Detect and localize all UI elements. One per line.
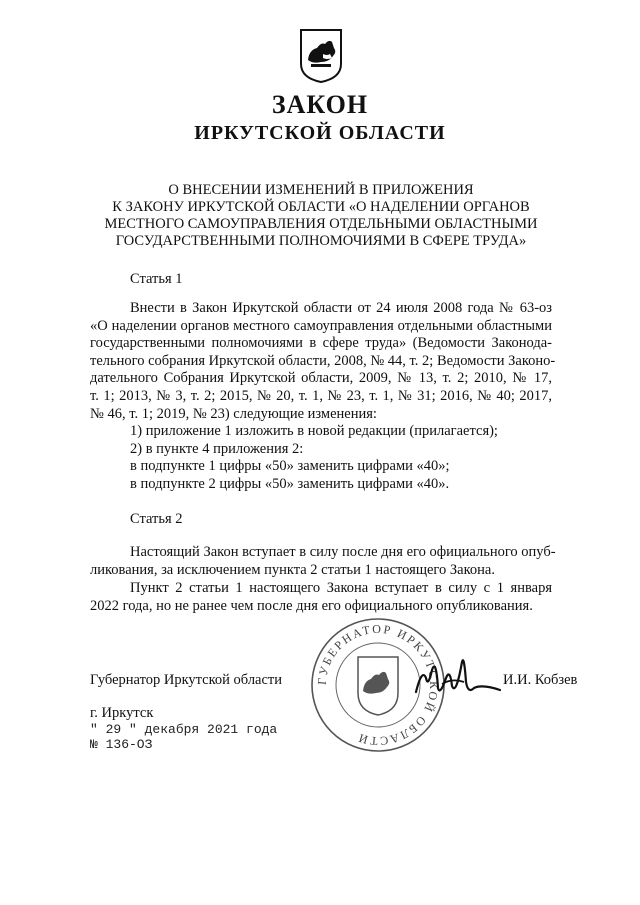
signing-date: " 29 " декабря 2021 года (90, 722, 278, 737)
seal-text: ГУБЕРНАТОР ИРКУТСКОЙ ОБЛАСТИ (314, 621, 442, 749)
article-2-paragraph-2: Пункт 2 статьи 1 настоящего Закона вступает в силу с 1 января 2022 года, но не ранее чем после дня его официального опубликования. (90, 580, 552, 614)
amendment-item: 1) приложение 1 изложить в новой редакции (прилагается); (130, 423, 498, 440)
amendment-item: в подпункте 2 цифры «50» заменить цифрами «40». (130, 475, 450, 492)
article-2-heading: Статья 2 (130, 511, 183, 527)
law-subtitle: О ВНЕСЕНИИ ИЗМЕНЕНИЙ В ПРИЛОЖЕНИЯ К ЗАКОНУ ИРКУТСКОЙ ОБЛАСТИ «О НАДЕЛЕНИИ ОРГАНОВ МЕСТНОГО САМОУПРАВЛЕНИЯ ОТДЕЛЬНЫМИ ОБЛАСТНЫМИ ГОСУДАРСТВЕННЫМИ ПОЛНОМОЧИЯМИ В СФЕРЕ ТРУДА» (104, 182, 538, 249)
governor-signature (412, 648, 507, 710)
law-region-title: ИРКУТСКОЙ ОБЛАСТИ (194, 122, 446, 144)
law-number: № 136-ОЗ (90, 737, 153, 752)
article-1-heading: Статья 1 (130, 271, 183, 287)
law-title: ЗАКОН (271, 90, 369, 119)
amendment-item: 2) в пункте 4 приложения 2: (130, 440, 304, 457)
irkutsk-coat-of-arms-icon (299, 28, 343, 84)
signatory-name: И.И. Кобзев (503, 672, 578, 688)
signatory-position: Губернатор Иркутской области (90, 672, 283, 688)
article-1-body: Внести в Закон Иркутской области от 24 июля 2008 года № 63-оз «О наделении органов местного самоуправления отдельными областными государственными полномочиями в сфере труда» (Ведомости Законода- тельного собрания Иркутской области, 2008, № 44, т. 2; Ведомости Законо- дательного Собрания Иркутской области, 2009, № 13, т. 2; 2010, № 17, т. 1; 2013, № 3, т. 2; 2015, № 20, т. 1, № 23, т. 1, № 31; 2016, № 40; 2017, № 46, т. 1; 2019, № 23) следующие изменения: 1) приложение 1 изложить в новой редакции (прилагается); 2) в пункте 4 приложения 2: в подпункте 1 цифры «50» заменить цифрами «40»; в подпункте 2 цифры «50» заменить цифрами «40». (90, 300, 556, 492)
article-2-paragraph-1: Настоящий Закон вступает в силу после дня его официального опуб- ликования, за исключением пункта 2 статьи 1 настоящего Закона. (90, 544, 556, 578)
amendment-item: в подпункте 1 цифры «50» заменить цифрами «40»; (130, 458, 450, 475)
city: г. Иркутск (90, 705, 154, 721)
